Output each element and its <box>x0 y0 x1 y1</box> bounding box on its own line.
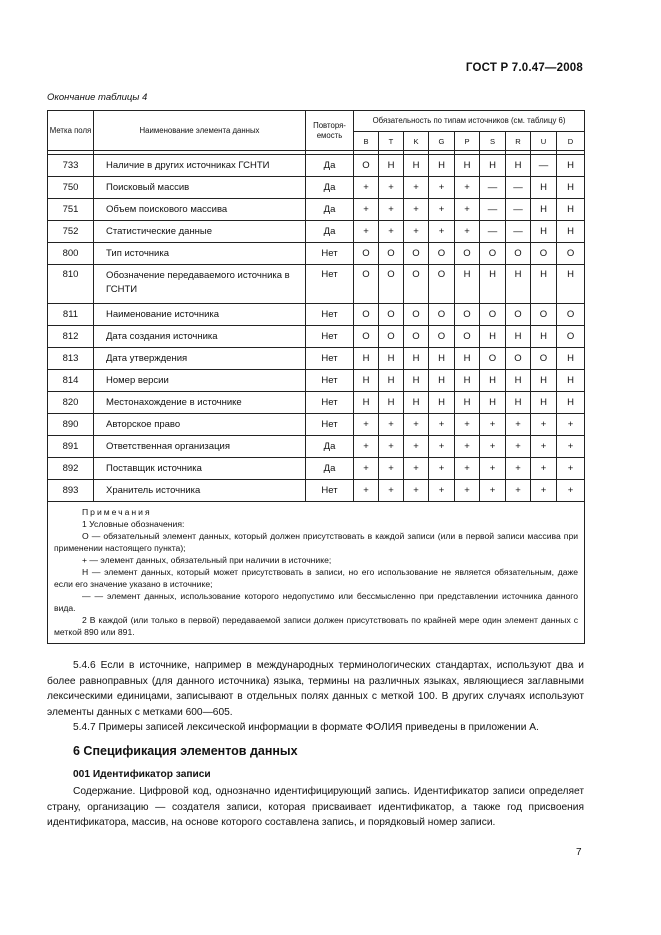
element-name: Ответственная организация <box>94 436 306 458</box>
element-name: Дата создания источника <box>94 326 306 348</box>
obligation-b: Н <box>354 392 379 414</box>
table-row <box>48 199 585 221</box>
obligation-u: + <box>531 436 557 458</box>
obligation-k: + <box>404 199 429 221</box>
header-type-d: D <box>557 132 585 151</box>
table-row <box>48 243 585 265</box>
obligation-t: О <box>379 326 404 348</box>
repeatability: Нет <box>306 480 354 502</box>
repeatability: Нет <box>306 414 354 436</box>
field-code: 810 <box>48 265 94 304</box>
field-code: 812 <box>48 326 94 348</box>
obligation-g: О <box>429 265 455 304</box>
repeatability: Да <box>306 458 354 480</box>
field-code: 800 <box>48 243 94 265</box>
obligation-g: О <box>429 326 455 348</box>
obligation-d: О <box>557 304 585 326</box>
repeatability: Да <box>306 199 354 221</box>
obligation-d: О <box>557 243 585 265</box>
obligation-s: Н <box>480 155 506 177</box>
obligation-r: О <box>506 348 531 370</box>
header-type-u: U <box>531 132 557 151</box>
repeatability: Нет <box>306 370 354 392</box>
obligation-d: Н <box>557 221 585 243</box>
obligation-g: + <box>429 414 455 436</box>
obligation-d: Н <box>557 155 585 177</box>
standard-designation: ГОСТ Р 7.0.47—2008 <box>465 62 583 74</box>
table-row <box>48 177 585 199</box>
element-name: Поставщик источника <box>94 458 306 480</box>
obligation-p: Н <box>455 265 480 304</box>
obligation-k: О <box>404 326 429 348</box>
field-code: 813 <box>48 348 94 370</box>
obligation-t: + <box>379 177 404 199</box>
obligation-g: Н <box>429 370 455 392</box>
obligation-r: — <box>506 177 531 199</box>
obligation-u: Н <box>531 177 557 199</box>
table-row <box>48 370 585 392</box>
element-name: Поисковый массив <box>94 177 306 199</box>
obligation-g: Н <box>429 392 455 414</box>
element-name: Наименование источника <box>94 304 306 326</box>
obligation-d: + <box>557 458 585 480</box>
obligation-s: — <box>480 199 506 221</box>
obligation-t: Н <box>379 392 404 414</box>
header-code: Метка поля <box>48 111 94 151</box>
obligation-u: О <box>531 348 557 370</box>
field-code: 733 <box>48 155 94 177</box>
obligation-t: О <box>379 243 404 265</box>
obligation-u: Н <box>531 392 557 414</box>
header-type-g: G <box>429 132 455 151</box>
obligation-s: О <box>480 243 506 265</box>
note-optional: Н — элемент данных, который может присутствовать в записи, но его использование не является обязательным, даже если его значение указано в источнике; <box>54 567 579 589</box>
obligation-b: + <box>354 414 379 436</box>
obligation-p: + <box>455 221 480 243</box>
obligation-r: Н <box>506 326 531 348</box>
obligation-b: О <box>354 243 379 265</box>
obligation-s: — <box>480 221 506 243</box>
repeatability: Нет <box>306 243 354 265</box>
obligation-r: Н <box>506 155 531 177</box>
field-code: 820 <box>48 392 94 414</box>
page-number: 7 <box>576 847 582 858</box>
table-row <box>48 326 585 348</box>
obligation-d: Н <box>557 199 585 221</box>
obligation-b: О <box>354 155 379 177</box>
obligation-t: + <box>379 458 404 480</box>
data-elements-table <box>47 110 585 644</box>
field-code: 892 <box>48 458 94 480</box>
obligation-u: — <box>531 155 557 177</box>
obligation-p: О <box>455 243 480 265</box>
obligation-g: О <box>429 304 455 326</box>
field-code: 814 <box>48 370 94 392</box>
obligation-s: О <box>480 348 506 370</box>
obligation-g: + <box>429 199 455 221</box>
header-type-p: P <box>455 132 480 151</box>
obligation-t: Н <box>379 348 404 370</box>
element-name: Статистические данные <box>94 221 306 243</box>
table-row <box>48 348 585 370</box>
table-row <box>48 436 585 458</box>
obligation-u: Н <box>531 221 557 243</box>
obligation-s: + <box>480 436 506 458</box>
obligation-u: + <box>531 480 557 502</box>
table-row <box>48 304 585 326</box>
obligation-r: + <box>506 414 531 436</box>
table-notes <box>48 502 585 644</box>
obligation-p: + <box>455 177 480 199</box>
obligation-t: Н <box>379 155 404 177</box>
element-name: Наличие в других источниках ГСНТИ <box>94 155 306 177</box>
obligation-p: + <box>455 414 480 436</box>
obligation-b: О <box>354 326 379 348</box>
paragraph-5-4-6: 5.4.6 Если в источнике, например в международных терминологических стандартах, используют два и более равноправных (для данного источника) языка, термины на различных языках, являющиеся заглавными лексическими единицами, записывают в отдельных полях данных с меткой 100. В других случаях используют элементы данных с метками 600—605. <box>47 660 584 718</box>
table-row <box>48 155 585 177</box>
obligation-t: + <box>379 436 404 458</box>
obligation-g: + <box>429 458 455 480</box>
field-code: 752 <box>48 221 94 243</box>
obligation-k: О <box>404 243 429 265</box>
paragraph-001-content: Содержание. Цифровой код, однозначно идентифицирующий запись. Идентификатор записи определяет страну, организацию — создателя записи, которая присваивает идентификатор, а также год присвоения идентификатора, массив, на основе которого составлена запись, и порядковый номер записи. <box>47 786 584 828</box>
obligation-d: Н <box>557 265 585 304</box>
body-paragraphs <box>47 658 584 736</box>
obligation-u: О <box>531 304 557 326</box>
obligation-g: + <box>429 436 455 458</box>
obligation-g: Н <box>429 155 455 177</box>
note-not-applicable: — — элемент данных, использование которого недопустимо или бессмысленно при представлении источника данного вида. <box>54 591 579 613</box>
obligation-g: О <box>429 243 455 265</box>
obligation-b: + <box>354 221 379 243</box>
field-code: 890 <box>48 414 94 436</box>
repeatability: Да <box>306 177 354 199</box>
element-name: Обозначение передаваемого источника в ГСНТИ <box>94 265 306 304</box>
repeatability: Нет <box>306 265 354 304</box>
table-caption: Окончание таблицы 4 <box>47 92 148 103</box>
obligation-r: Н <box>506 392 531 414</box>
note-two: 2 В каждой (или только в первой) передаваемой записи должен присутствовать по крайней мере один элемент данных с меткой 890 или 891. <box>54 615 579 637</box>
obligation-r: О <box>506 243 531 265</box>
table-row <box>48 392 585 414</box>
table-notes-row <box>48 502 585 644</box>
header-type-k: K <box>404 132 429 151</box>
obligation-s: Н <box>480 326 506 348</box>
obligation-b: + <box>354 458 379 480</box>
repeatability: Нет <box>306 348 354 370</box>
obligation-b: Н <box>354 348 379 370</box>
obligation-s: Н <box>480 392 506 414</box>
obligation-g: + <box>429 221 455 243</box>
element-name: Номер версии <box>94 370 306 392</box>
repeatability: Нет <box>306 392 354 414</box>
obligation-d: + <box>557 480 585 502</box>
obligation-d: Н <box>557 177 585 199</box>
obligation-r: — <box>506 199 531 221</box>
table-row <box>48 221 585 243</box>
obligation-k: + <box>404 414 429 436</box>
obligation-k: + <box>404 177 429 199</box>
obligation-s: Н <box>480 370 506 392</box>
obligation-t: О <box>379 265 404 304</box>
obligation-d: Н <box>557 348 585 370</box>
header-name: Наименование элемента данных <box>94 111 306 151</box>
header-type-group: Обязательность по типам источников (см. таблицу 6) <box>354 111 585 132</box>
obligation-t: + <box>379 480 404 502</box>
header-type-b: B <box>354 132 379 151</box>
obligation-t: О <box>379 304 404 326</box>
obligation-k: + <box>404 221 429 243</box>
obligation-d: О <box>557 326 585 348</box>
table-row <box>48 458 585 480</box>
obligation-t: + <box>379 199 404 221</box>
obligation-p: + <box>455 199 480 221</box>
obligation-k: О <box>404 265 429 304</box>
note-mandatory: О — обязательный элемент данных, который должен присутствовать в каждой записи (или в первой записи массива при применении настоящего пункта); <box>54 531 579 553</box>
obligation-r: — <box>506 221 531 243</box>
obligation-s: О <box>480 304 506 326</box>
obligation-t: + <box>379 221 404 243</box>
obligation-u: Н <box>531 265 557 304</box>
repeatability: Нет <box>306 326 354 348</box>
obligation-k: О <box>404 304 429 326</box>
field-code: 811 <box>48 304 94 326</box>
obligation-p: + <box>455 436 480 458</box>
obligation-s: + <box>480 480 506 502</box>
obligation-b: + <box>354 436 379 458</box>
header-repeat: Повторя- емость <box>306 111 354 151</box>
obligation-g: + <box>429 480 455 502</box>
obligation-r: О <box>506 304 531 326</box>
table-row <box>48 480 585 502</box>
obligation-d: + <box>557 436 585 458</box>
note-legend-heading: 1 Условные обозначения: <box>82 519 185 529</box>
subsection-title: 001 Идентификатор записи <box>73 769 211 780</box>
element-name: Местонахождение в источнике <box>94 392 306 414</box>
field-code: 891 <box>48 436 94 458</box>
header-type-r: R <box>506 132 531 151</box>
obligation-p: Н <box>455 392 480 414</box>
obligation-k: + <box>404 480 429 502</box>
obligation-b: + <box>354 480 379 502</box>
obligation-u: О <box>531 243 557 265</box>
header-type-s: S <box>480 132 506 151</box>
obligation-b: + <box>354 199 379 221</box>
element-name: Тип источника <box>94 243 306 265</box>
obligation-p: Н <box>455 370 480 392</box>
obligation-p: О <box>455 304 480 326</box>
obligation-b: + <box>354 177 379 199</box>
obligation-d: Н <box>557 370 585 392</box>
body-paragraph-001 <box>47 784 584 831</box>
field-code: 751 <box>48 199 94 221</box>
table-row <box>48 265 585 304</box>
obligation-b: О <box>354 304 379 326</box>
obligation-r: Н <box>506 370 531 392</box>
obligation-k: Н <box>404 155 429 177</box>
notes-title: Примечания <box>82 507 152 517</box>
note-conditional: + — элемент данных, обязательный при наличии в источнике; <box>82 555 332 565</box>
obligation-b: О <box>354 265 379 304</box>
obligation-u: + <box>531 414 557 436</box>
obligation-s: Н <box>480 265 506 304</box>
repeatability: Да <box>306 221 354 243</box>
obligation-g: + <box>429 177 455 199</box>
obligation-s: — <box>480 177 506 199</box>
obligation-k: Н <box>404 348 429 370</box>
section-title: 6 Спецификация элементов данных <box>73 744 298 758</box>
obligation-r: + <box>506 436 531 458</box>
repeatability: Да <box>306 155 354 177</box>
obligation-r: + <box>506 458 531 480</box>
obligation-p: О <box>455 326 480 348</box>
element-name: Дата утверждения <box>94 348 306 370</box>
header-type-t: T <box>379 132 404 151</box>
obligation-u: Н <box>531 370 557 392</box>
paragraph-5-4-7: 5.4.7 Примеры записей лексической информации в формате ФОЛИЯ приведены в приложении А. <box>73 722 539 733</box>
obligation-u: Н <box>531 326 557 348</box>
obligation-s: + <box>480 458 506 480</box>
obligation-k: + <box>404 458 429 480</box>
field-code: 750 <box>48 177 94 199</box>
repeatability: Да <box>306 436 354 458</box>
obligation-u: + <box>531 458 557 480</box>
element-name: Авторское право <box>94 414 306 436</box>
obligation-u: Н <box>531 199 557 221</box>
obligation-r: + <box>506 480 531 502</box>
obligation-k: + <box>404 436 429 458</box>
obligation-d: Н <box>557 392 585 414</box>
obligation-g: Н <box>429 348 455 370</box>
element-name: Хранитель источника <box>94 480 306 502</box>
obligation-t: + <box>379 414 404 436</box>
obligation-p: Н <box>455 155 480 177</box>
obligation-p: + <box>455 458 480 480</box>
obligation-b: Н <box>354 370 379 392</box>
obligation-k: Н <box>404 392 429 414</box>
element-name: Объем поискового массива <box>94 199 306 221</box>
obligation-k: Н <box>404 370 429 392</box>
table-row <box>48 414 585 436</box>
obligation-p: + <box>455 480 480 502</box>
obligation-s: + <box>480 414 506 436</box>
obligation-d: + <box>557 414 585 436</box>
obligation-r: Н <box>506 265 531 304</box>
field-code: 893 <box>48 480 94 502</box>
obligation-p: Н <box>455 348 480 370</box>
repeatability: Нет <box>306 304 354 326</box>
obligation-t: Н <box>379 370 404 392</box>
